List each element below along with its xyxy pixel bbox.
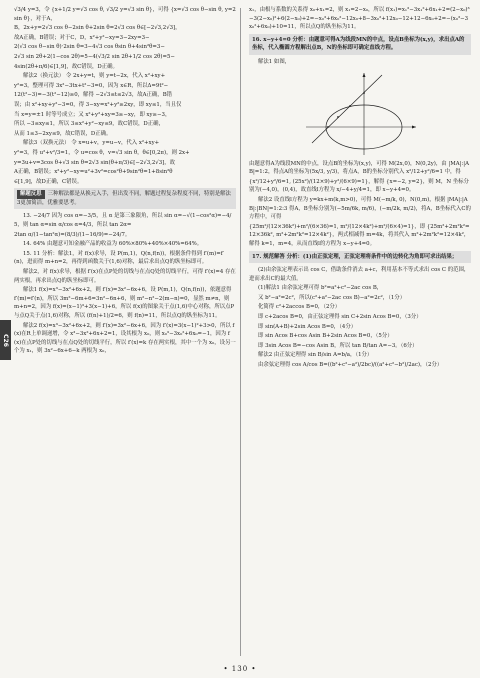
solution-2-label: 解法2 设直线l方程为 y=kx+m(k,m>0)，可得 M(−m/k, 0)，N(0,m)，根据 |MA|:|AB|:|BN|=1:2:3 得A，B坐标分别为(−5m/6k, m/6)，(−m/2k, m/2)，将A，B坐标代入C的方程中，可得 bbox=[249, 196, 471, 221]
text-line: 所以 −3≤xy≤1，所以 3≤x²+y²−xy≤9，故C错误，D正确， bbox=[14, 121, 164, 128]
text-line: 由题意得A为线段MN的中点，设点B的坐标为(x,y)，可得 M(2x,0)，N(0,2y)，由 |MA|:|AB|=1:2，得点A的坐标为(5x/3, y/3)，将点A，B的坐标分别代入 x²/12+y²/6=1 中，得 bbox=[249, 160, 469, 176]
text-line: x₁，由根与系数的关系得 x₀+x₁=2，则 x₁=2−x₀，所以 f(x₁)=x₁³−3x₁²+6x₁+2=(2−x₀)³−3(2−x₀)²+6(2−x₀)+2=−x₀³+6x₀²−12x₀+8−3x₀²+12x₀−12+12−6x₀+2=−(x₀³−3x₀²+6x₀)+10=11，所以点Q的纵坐标为11。 bbox=[249, 7, 470, 31]
reflection-tag: 解题反思 bbox=[17, 190, 45, 199]
text-line: 2√3 sin 2θ+2(1−cos 2θ)=5−4(√3/2 sin 2θ+1/2 cos 2θ)=5− bbox=[14, 53, 175, 60]
right-column bbox=[249, 6, 471, 656]
text-line: 解法2 由正弦定理得 sin B/sin A=b/a，（1分） bbox=[258, 352, 373, 359]
question-17-box bbox=[249, 251, 471, 264]
text-line: y²=3，得 u²+v²/3=1，令 u=cos θ，v=√3 sin θ，θ∈[0,2π)，则 2x+ bbox=[14, 149, 190, 156]
text-line: {25m²/(12×36k²)+m²/(6×36)=1, m²/(12×4k²)+m²/(6×4)=1}，即 {25m²+2m²k²=12×36k², m²+2m²k²=12×4k²}，两式相减得 m=4k，将其代入 m²+2m²k²=12×4k²，解得 k=1，m=4，从而直线l的方程为 x−y+4=0。 bbox=[249, 223, 470, 247]
text-line: 由余弦定理得 cos A/cos B=((b²+c²−a²)/2bc)/((a²+c²−b²)/2ac)，（2分） bbox=[258, 362, 443, 369]
reflection-box bbox=[14, 188, 236, 209]
column-divider bbox=[240, 8, 241, 656]
text-line: B，2x+y=2√3 cos θ−2sin θ+2sin θ=2√3 cos θ∈[−2√3,2√3]， bbox=[14, 25, 181, 32]
text-line: 2(√3 cos θ−sin θ)·2sin θ=3−4√3 cos θsin θ+4sin²θ=3− bbox=[14, 44, 165, 51]
text-line: (2)由余弦定理表示出 cos C，借助条件消去 a+c，利用基本不等式求出 cos C 的范围，进而求出C的最大值。 bbox=[249, 267, 470, 282]
text-line: 化简得 c²+2accos B=0，（2分） bbox=[258, 304, 341, 311]
text-line: 故A正确，B错误；对于C，D，x²+y²−xy=3−2xy=3− bbox=[14, 34, 150, 41]
text-line: 解法2（换元法） 令 2x+y=t，则 y=t−2x，代入 x²+xy+ bbox=[23, 73, 166, 80]
question-17: 17. 规范解答 分析：(1)由正弦定理，正弦定理将条件中的边转化为角即可求出结果； bbox=[252, 253, 458, 260]
text-line: ∈[1,9]，故D正确，C错误。 bbox=[14, 178, 83, 185]
text-line: 4sin(2θ+π/6)∈[1,9]，故C错误，D正确。 bbox=[14, 63, 118, 70]
text-line: {x²/12+y²/6=1, (25x²)/(12×9)+y²/(6×9)=1}，解得 {x=−2, y=2}，则 M，N 坐标分别为(−4,0)，(0,4)，故直线l方程为 x/−4+y/4=1，即 x−y+4=0。 bbox=[249, 178, 469, 194]
text-line: 误；由 x²+xy+y²−3=0，得 3−xy=x²+y²≥2xy，即 xy≤1，当且仅 bbox=[14, 101, 182, 108]
text-line: 12(t²−3)=−3(t²−12)≥0，解得 −2√3≤t≤2√3，故A正确，B错 bbox=[14, 92, 173, 99]
text-line: (1)解法1 由余弦定理可得 b²=a²+c²−2ac cos B， bbox=[258, 285, 383, 292]
ellipse-figure bbox=[300, 69, 420, 157]
page-number: • 130 • bbox=[223, 665, 257, 673]
question-16-box bbox=[249, 34, 471, 55]
text-line: 即 3sin Acos B=−cos Asin B，所以 tan B/tan A=−3。（6分） bbox=[258, 342, 418, 349]
text-line: 解法3（双换元法） 令 x=u+v，y=u−v，代入 x²+xy+ bbox=[23, 140, 160, 147]
text-line: A正确，B错误；x²+y²−xy=u²+3v²=cos²θ+9sin²θ=1+8sin²θ bbox=[14, 169, 173, 176]
question-13: 13. −24/7 因为 cos α=−3/5，且 α 是第三象限角，所以 sin α=−√(1−cos²α)=−4/5，则 tan α=sin α/cos α=4/3，所以 tan 2α= bbox=[14, 213, 232, 229]
solution-1: 解法1 f(x)=x³−3x²+6x+2，则 f′(x)=3x²−6x+6，设 P(m,1)，Q(n,f(n))，依题意得 f′(m)=f′(n)，所以 3m²−6m+6=3n²−6n+6，则 m²−n²−2(m−n)=0，显然 m≠n，则 m+n=2，因为 f(x)=(x−1)³+3(x−1)+6，所以 f(x)的图象关于点(1,6)中心对称，所以点P与点Q关于点(1,6)对称，所以 (f(n)+1)/2=6，则 f(n)=11，所以点Q的纵坐标为11。 bbox=[14, 287, 235, 319]
solution-label: 解法1 如图， bbox=[258, 58, 291, 65]
question-15-method2: 解法2，对 f(x)求导，根据 f′(x)在点P处的切线与在点Q处的切线平行，可得 f′(x)=4 存在两实根，再求出点Q的纵坐标即可。 bbox=[14, 269, 236, 284]
text-line: 当 x=y=±1 时等号成立；又 x²+y²+xy=3≥−xy，即 xy≥−3， bbox=[14, 111, 171, 118]
question-13-continued: 2tan α/(1−tan²α)=(8/3)/(1−16/9)=−24/7。 bbox=[14, 231, 131, 238]
solution-2: 解法2 f(x)=x³−3x²+6x+2，则 f′(x)=3x²−6x+6，因为 f′(x)=3(x−1)²+3>0，所以 f(x)在R上单调递增，令 x³−3x²+6x+2=1，设其根为 x₀，则 x₀³−3x₀²+6x₀=−1，因为 f(x)在点P处的切线与在点Q处的切线平行，所以 f′(x)=k 存在两实根，其中一个为 x₀，设另一个为 x₁，则 3x²−6x+6−k 两根为 x₀， bbox=[14, 322, 236, 355]
question-16: 16. x−y+4=0 分析：由题意可得A为线段MN的中点，设点B坐标为(x,y)，求出点A的坐标，代入椭圆方程解出点B，N的坐标即可确定直线方程。 bbox=[252, 36, 465, 52]
chapter-side-tab: C26 bbox=[0, 320, 11, 360]
text-line: y²=3，整理可得 3x²−3tx+t²−3=0，因为 x∈R，所以Δ=9t²− bbox=[14, 82, 169, 89]
text-line: 从而 1≤3−2xy≤9，故C错误，D正确。 bbox=[14, 130, 112, 137]
text-line: y=3u+v=3cos θ+√3 sin θ=2√3 sin(θ+π/3)∈[−2√3,2√3]，故 bbox=[14, 159, 176, 166]
reflection-text: 三种解法都是从换元入手，但出发不同，解题过程复杂程度不同，特别是解法3更加简洁，优雅要思考。 bbox=[17, 191, 231, 206]
question-14: 14. 64% 由题意可知金融产品的收益为 60%×80%+40%×40%=64%。 bbox=[23, 241, 203, 248]
text-line: 又 b²−a²=2c²，所以(c²+a²−2ac cos B)−a²=2c²，（1分） bbox=[258, 294, 406, 301]
text-line: 即 c+2acos B=0，由正弦定理得 sin C+2sin Acos B=0，（3分） bbox=[258, 314, 422, 321]
text-line: 即 sin Acos B+cos Asin B+2sin Acos B=0，（5分） bbox=[258, 333, 393, 340]
text-line: 即 sin(A+B)+2sin Acos B=0，（4分） bbox=[258, 323, 357, 330]
question-15: 15. 11 分析：解法1，对 f(x)求导，设 P(m,1)，Q(n,f(n))，根据条件得到 f′(m)=f′(n)，进而得 m+n=2，再得到函数关于(1,6)对称，最后求出点Q的纵坐标即可。 bbox=[14, 250, 224, 266]
left-column bbox=[14, 6, 236, 656]
text-line: √3/4 y=3，令 {x+1/2 y=√3 cos θ, √3/2 y=√3 sin θ}，可得 {x=√3 cos θ−sin θ, y=2sin θ}，对于A， bbox=[14, 7, 236, 22]
